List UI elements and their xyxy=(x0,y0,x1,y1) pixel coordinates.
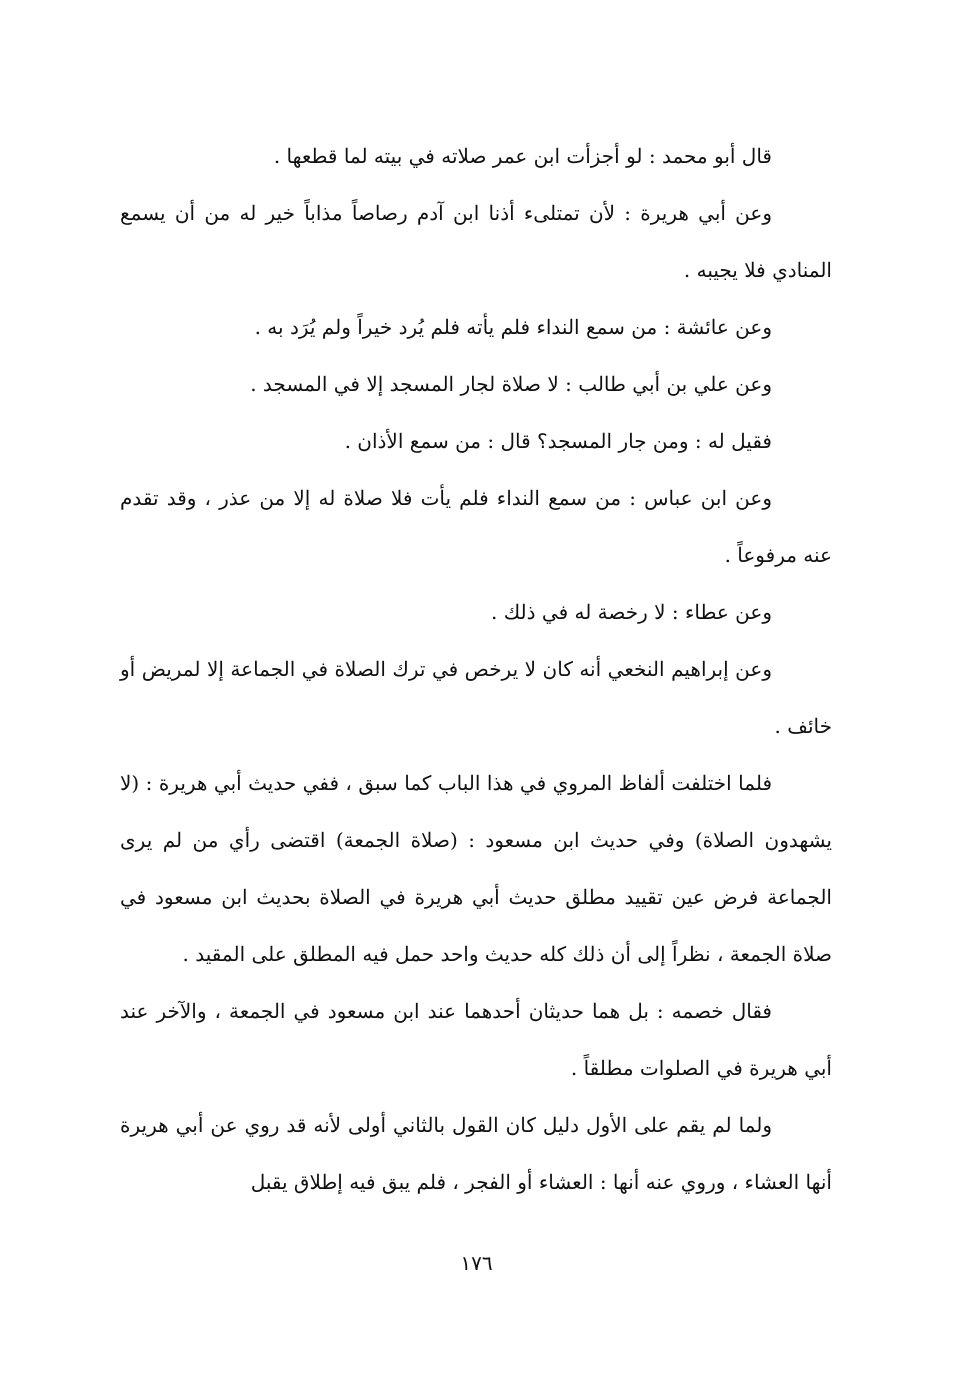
paragraph-jar-al-masjid: فقيل له : ومن جار المسجد؟ قال : من سمع الأذان . xyxy=(344,429,772,453)
paragraph-abu-muhammad: قال أبو محمد : لو أجزأت ابن عمر صلاته في بيته لما قطعها . xyxy=(273,144,772,168)
paragraph-ibrahim-nakhai: وعن إبراهيم النخعي أنه كان لا يرخص في ترك الصلاة في الجماعة إلا لمريض أو خائف . xyxy=(120,657,832,738)
paragraph-aisha: وعن عائشة : من سمع النداء فلم يأته فلم يُرد خيراً ولم يُرَد به . xyxy=(254,315,772,339)
page-number: ١٧٦ xyxy=(460,1251,493,1275)
paragraph-khasmuhu: فقال خصمه : بل هما حديثان أحدهما عند ابن مسعود في الجمعة ، والآخر عند أبي هريرة في الصلوات مطلقاً . xyxy=(120,999,832,1080)
page-body-text xyxy=(120,128,832,1211)
paragraph-ibn-abbas: وعن ابن عباس : من سمع النداء فلم يأت فلا صلاة له إلا من عذر ، وقد تقدم عنه مرفوعاً . xyxy=(120,486,832,567)
paragraph-ata: وعن عطاء : لا رخصة له في ذلك . xyxy=(490,600,772,624)
paragraph-abu-hurayra: وعن أبي هريرة : لأن تمتلىء أذنا ابن آدم رصاصاً مذاباً خير له من أن يسمع المنادي فلا يجيبه . xyxy=(120,201,832,282)
paragraph-lamma-lam-yaqum: ولما لم يقم على الأول دليل كان القول بالثاني أولى لأنه قد روي عن أبي هريرة أنها العشاء ، وروي عنه أنها : العشاء أو الفجر ، فلم يبق فيه إطلاق يقبل xyxy=(120,1113,832,1194)
paragraph-ali: وعن علي بن أبي طالب : لا صلاة لجار المسجد إلا في المسجد . xyxy=(250,372,772,396)
paragraph-ikhtilaf-alfaz: فلما اختلفت ألفاظ المروي في هذا الباب كما سبق ، ففي حديث أبي هريرة : (لا يشهدون الصلاة) وفي حديث ابن مسعود : (صلاة الجمعة) اقتضى رأي من لم يرى الجماعة فرض عين تقييد مطلق حديث أبي هريرة في الصلاة بحديث ابن مسعود في صلاة الجمعة ، نظراً إلى أن ذلك كله حديث واحد حمل فيه المطلق على المقيد . xyxy=(120,771,832,966)
